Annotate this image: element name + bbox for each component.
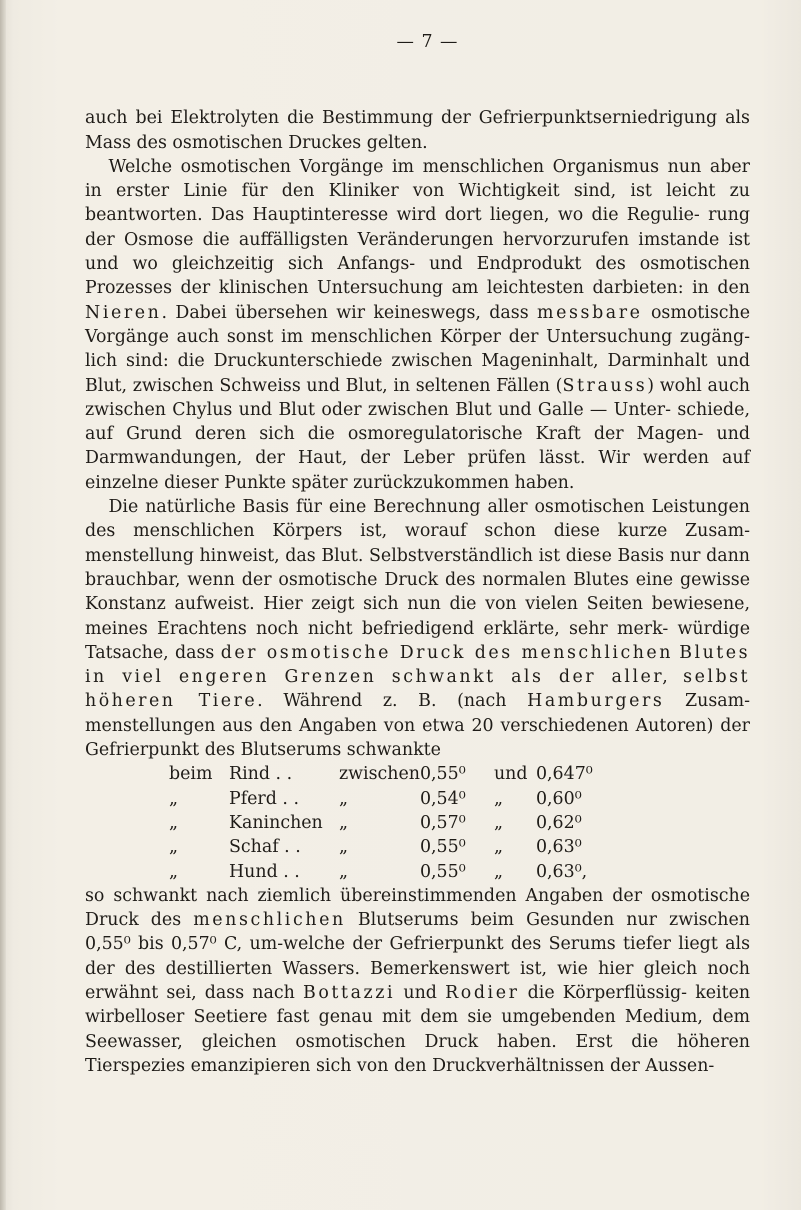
emphasis-druck-des-menschlichen: der osmotische Druck des menschlichen	[220, 642, 673, 663]
p4-line-1: so schwankt nach ziemlich übereinstimmenden Angaben der osmotische	[85, 885, 750, 906]
value-low: 0,57⁰	[419, 812, 466, 833]
animal-name: Rind . .	[229, 764, 293, 785]
table-row	[169, 835, 593, 859]
p4-line-3: 0,55⁰ bis 0,57⁰ C, um-welche der Gefrierpunkt des Serums tiefer liegt	[85, 934, 718, 955]
p1-line-1: auch bei Elektrolyten die Bestimmung der Gefrierpunktserniedrigung als	[85, 108, 750, 129]
und-label: „	[493, 788, 503, 809]
p2-line-13: und Darmwandungen, der Haut, der Leber prüfen lässt. Wir werden	[85, 424, 750, 469]
table-row	[169, 787, 593, 811]
p2-line-1: Welche osmotischen Vorgänge im menschlichen Organismus nun	[108, 156, 702, 177]
p2-line-11: zwischen Chylus und Blut oder zwischen Blut und Galle — Unter-	[85, 399, 671, 420]
emphasis-hoeheren-tiere: selbst höheren Tiere	[85, 667, 750, 712]
und-label: „	[493, 837, 503, 858]
p4-line-4: als der des destillierten Wassers. Bemerkenswert ist, wie hier gleich	[85, 934, 750, 979]
author-strauss: Strauss	[562, 375, 648, 396]
p4-line-8: Tierspezies emanzipieren sich von den Druckverhältnissen der Aussen-	[85, 1055, 715, 1076]
p2-line-7d: osmotische	[650, 302, 751, 323]
zwischen-label: „	[339, 837, 349, 858]
p3-line-1: Die natürliche Basis für eine Berechnung aller osmotischen	[108, 497, 645, 518]
p3-line-6: bewiesene, meines Erachtens noch nicht befriedigend erklärte, sehr merk-	[85, 594, 750, 639]
page-text	[85, 30, 750, 1078]
paragraph-4	[85, 884, 750, 1078]
p3-line-9b: . Während z. B. (nach	[257, 691, 507, 712]
author-rodier: Rodier	[445, 982, 520, 1003]
und-label: „	[493, 812, 503, 833]
p3-line-2: Leistungen des menschlichen Körpers ist, worauf schon diese kurze Zusam-	[85, 497, 751, 542]
p4-line-6: keiten wirbelloser Seetiere fast genau mit dem sie umgebenden Medium,	[85, 982, 751, 1028]
p4-line-2a: Druck des	[85, 910, 182, 931]
value-low: 0,55⁰	[419, 764, 466, 785]
table-row	[169, 860, 593, 884]
table-row	[169, 811, 593, 835]
p3-line-3: menstellung hinweist, das Blut. Selbstverständlich ist diese Basis nur	[85, 545, 701, 566]
animal-name: Hund . .	[229, 861, 300, 882]
p4-und: und	[403, 982, 437, 1003]
row-prefix: beim	[169, 764, 213, 785]
zwischen-label: „	[339, 861, 349, 882]
emphasis-messbare: messbare	[537, 302, 643, 323]
table-row	[169, 762, 593, 786]
und-label: „	[493, 861, 503, 882]
value-high: 0,63⁰	[535, 837, 582, 858]
value-low: 0,55⁰	[419, 837, 466, 858]
p2-line-14: auf einzelne dieser Punkte später zurückzukommen haben.	[85, 448, 750, 493]
paragraph-3	[85, 495, 750, 762]
paragraph-1	[85, 106, 750, 155]
p3-line-9d: Zusam-	[685, 691, 750, 712]
p2-line-9: lich sind: die Druckunterschiede zwischen Mageninhalt, Darminhalt und	[85, 351, 750, 372]
p3-line-5: gewisse Konstanz aufweist. Hier zeigt sich nun die von vielen Seiten	[85, 569, 750, 615]
p2-line-12: schiede, auf Grund deren sich die osmoregulatorische Kraft der Magen-	[85, 399, 750, 445]
p3-line-11: Gefrierpunkt des Blutserums schwankte	[85, 740, 441, 761]
emphasis-nieren: Nieren	[85, 302, 162, 323]
row-prefix: „	[169, 837, 179, 858]
zwischen-label: zwischen	[339, 764, 420, 785]
value-low: 0,55⁰	[419, 861, 466, 882]
p2-line-10c: ) wohl auch	[647, 375, 751, 396]
p2-line-7b: . Dabei übersehen wir keineswegs, dass	[161, 302, 529, 323]
p4-line-2c: Blutserums beim Gesunden nur zwischen	[357, 910, 750, 931]
value-high: 0,62⁰	[535, 812, 582, 833]
emphasis-blutes-engere-grenzen: Blutes in viel engeren Grenzen schwankt als der aller,	[85, 642, 751, 688]
p4-line-5e: die Körperflüssig-	[527, 982, 688, 1003]
freezing-point-table	[169, 762, 593, 883]
value-low: 0,54⁰	[419, 788, 466, 809]
p2-line-4: rung der Osmose die auffälligsten Veränderungen hervorzurufen imstande	[85, 205, 750, 250]
p4-line-5a: noch erwähnt sei, dass nach	[85, 958, 750, 1003]
p3-line-10: menstellungen aus den Angaben von etwa 20 verschiedenen Autoren) der	[85, 715, 750, 736]
p2-line-2: aber in erster Linie für den Kliniker von Wichtigkeit sind, ist leicht	[85, 156, 750, 202]
p1-line-2: Mass des osmotischen Druckes gelten.	[85, 132, 428, 153]
p3-line-7a: würdige Tatsache, dass	[85, 618, 750, 663]
value-high: 0,60⁰	[535, 788, 582, 809]
value-high: 0,647⁰	[535, 764, 593, 785]
row-prefix: „	[169, 812, 179, 833]
p2-line-3: zu beantworten. Das Hauptinteresse wird dort liegen, wo die Regulie-	[85, 181, 750, 226]
page-edge-shadow	[0, 0, 6, 1210]
und-label: und	[493, 764, 528, 785]
animal-name: Pferd . .	[229, 788, 299, 809]
zwischen-label: „	[339, 812, 349, 833]
p2-line-5: ist und wo gleichzeitig sich Anfangs- und Endprodukt des osmotischen	[85, 229, 750, 275]
p3-line-4: dann brauchbar, wenn der osmotische Druck des normalen Blutes eine	[85, 545, 750, 590]
paragraph-2	[85, 155, 750, 495]
page-number: — 7 —	[396, 32, 459, 52]
animal-name: Schaf . .	[229, 837, 301, 858]
author-hamburger: Hamburgers	[527, 691, 665, 712]
row-prefix: „	[169, 788, 179, 809]
author-bottazzi: Bottazzi	[302, 982, 396, 1003]
value-high: 0,63⁰,	[535, 861, 588, 882]
p2-line-6: Prozesses der klinischen Untersuchung am leichtesten darbieten: in den	[85, 278, 750, 299]
animal-name: Kaninchen	[229, 812, 323, 833]
p4-line-7: dem Seewasser, gleichen osmotischen Druck haben. Erst die höheren	[85, 1007, 750, 1052]
row-prefix: „	[169, 861, 179, 882]
p2-line-10a: Blut, zwischen Schweiss und Blut, in seltenen Fällen (	[85, 375, 563, 396]
zwischen-label: „	[339, 788, 349, 809]
p2-line-8: Vorgänge auch sonst im menschlichen Körper der Untersuchung zugäng-	[85, 326, 750, 347]
emphasis-menschlichen: menschlichen	[193, 910, 346, 931]
